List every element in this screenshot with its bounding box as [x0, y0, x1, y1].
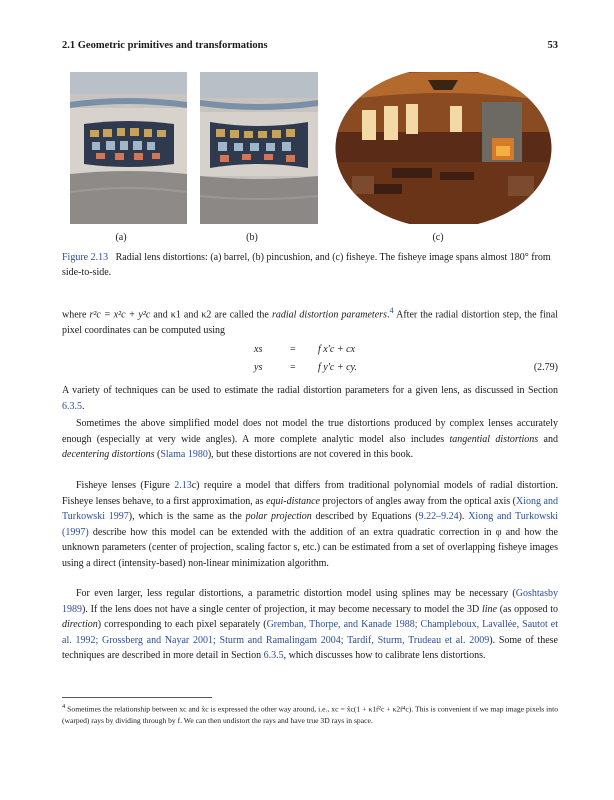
paragraph-3	[62, 478, 558, 571]
figure-label-a: (a)	[115, 232, 127, 243]
section-title: 2.1 Geometric primitives and transformations	[62, 40, 268, 51]
formula: r²c = x²c + y²c	[89, 309, 151, 321]
running-head	[62, 40, 558, 54]
figure-number: Figure 2.13	[62, 252, 109, 263]
text: and κ1 and κ2 are called the	[150, 309, 272, 321]
text: described by Equations (	[311, 511, 419, 522]
figure-link[interactable]: 2.13	[174, 480, 192, 491]
text: and	[538, 433, 558, 445]
photo-pincushion-distortion	[200, 72, 318, 224]
page-number: 53	[547, 40, 558, 51]
citation-link[interactable]: Xiong and Turkowski 1997	[62, 495, 558, 522]
text: ), but these distortions are not covered in this book.	[207, 449, 414, 460]
eq-rhs: f y′c + cy.	[318, 362, 357, 373]
text: ). Some of these techniques are described in more detail in Section	[62, 634, 558, 661]
equation-number: (2.79)	[533, 362, 558, 373]
equation-row	[62, 362, 558, 378]
term: line	[481, 603, 497, 615]
equation-2-79	[62, 344, 558, 384]
text: ) corresponding to each pixel separately (	[97, 619, 267, 630]
figure-caption	[62, 250, 558, 280]
footnote-marker[interactable]: 4	[389, 306, 394, 315]
text: .	[82, 400, 85, 412]
text: After the radial distortion step, the final pixel coordinates can be computed using	[62, 309, 558, 336]
text: Sometimes the above simplified model does not model the true distortions produced by complex lenses accurately enough (especially at very wide angles). A more complete analytic model also includes	[62, 418, 558, 445]
term: polar projection	[245, 511, 312, 522]
text: c) require a model that differs from traditional polynomial models of radial distortion. Fisheye lenses behave, to a first approximation, as	[62, 480, 558, 507]
term-radial-distortion-parameters: radial distortion parameters	[271, 309, 387, 321]
text: (	[154, 449, 161, 460]
eq-rhs: f x′c + cx	[318, 344, 355, 355]
equation-link[interactable]: 9.22–9.24	[418, 511, 459, 522]
paragraph-where	[62, 303, 558, 338]
term: direction	[62, 619, 98, 630]
section-link[interactable]: 6.3.5	[62, 400, 82, 412]
eq-lhs: xs	[254, 344, 263, 355]
term: equi-distance	[266, 495, 320, 507]
equation-row	[62, 344, 558, 360]
footnote-text: Sometimes the relationship between xc and x̂c is expressed the other way around, i.e., xc = x̂c(1 + κ1r̂²c + κ2r̂⁴c). This is convenient if we map image pixels into (warped) rays by dividing through by f. We can then undistort the rays and have true 3D rays in space.	[62, 704, 558, 725]
text: A variety of techniques can be used to estimate the radial distortion parameters for a given lens, as discussed in Section	[62, 385, 558, 396]
text: ). If the lens does not have a single center of projection, it may become necessary to model the 3D	[82, 603, 482, 615]
photo-fisheye-distortion	[332, 72, 555, 224]
eq-op: =	[290, 344, 296, 355]
eq-lhs: ys	[254, 362, 263, 373]
citation-link[interactable]: Goshtasby 1989	[62, 588, 558, 615]
text: describe how this model can be extended with the addition of an extra quadratic correction in φ and how the unknown parameters (center of projection, scaling factor s, etc.) can be estimated from a set of overlapping fisheye images using a direct (intensity-based) non-linear minimization algorithm.	[62, 526, 558, 569]
eq-op: =	[290, 362, 296, 373]
term: tangential distortions	[449, 433, 539, 445]
text: , which discusses how to calibrate lens distortions.	[283, 650, 486, 661]
footnote-divider	[62, 697, 212, 698]
text: For even larger, less regular distortions, a parametric distortion model using splines may be necessary (	[76, 588, 516, 599]
text: Fisheye lenses (Figure	[76, 480, 175, 491]
figure-label-b: (b)	[246, 232, 258, 243]
photo-barrel-distortion	[70, 72, 187, 224]
figure-label-c: (c)	[432, 232, 444, 243]
citation-link[interactable]: Slama 1980	[160, 449, 208, 460]
text: (as opposed to	[496, 603, 558, 615]
citation-link[interactable]: Gremban, Thorpe, and Kanade 1988; Champleboux, Lavallée, Sautot et al. 1992; Grossberg and Nayar 2001; Sturm and Ramalingam 2004; Tardif, Sturm, Trudeau et al. 2009	[62, 619, 558, 646]
footnote-number: 4	[62, 703, 66, 710]
section-link[interactable]: 6.3.5	[263, 650, 284, 661]
paragraph-1	[62, 383, 558, 414]
footnote	[62, 701, 558, 726]
text: where	[62, 309, 90, 321]
caption-text: Radial lens distortions: (a) barrel, (b) pincushion, and (c) fisheye. The fisheye image spans almost 180° from side-to-side.	[62, 252, 551, 278]
figure-2-13	[70, 72, 555, 227]
citation-link[interactable]: Xiong and Turkowski (1997)	[62, 511, 559, 538]
term: decentering distortions	[62, 449, 155, 460]
text: projectors of angles away from the optical axis (	[319, 495, 517, 507]
text: ), which is the same as the	[128, 511, 246, 522]
paragraph-2	[62, 416, 558, 463]
paragraph-4	[62, 586, 558, 664]
text: ).	[458, 511, 469, 522]
text: .	[386, 309, 390, 321]
